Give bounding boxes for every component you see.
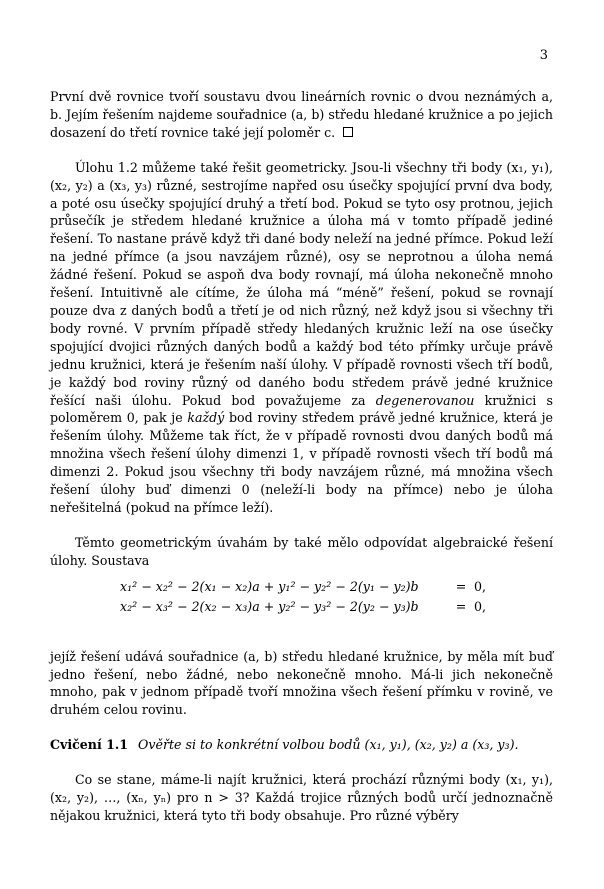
- equation-1-equals: =: [455, 578, 467, 594]
- paragraph-1: [50, 88, 553, 142]
- equation-row-1: [120, 578, 553, 598]
- equation-2-lhs: x₂² − x₃² − 2(x₂ − x₃)a + y₂² − y₃² − 2(y₂ − y₃)b: [120, 598, 419, 614]
- paragraph-gap: [50, 719, 553, 736]
- exercise: [50, 736, 553, 754]
- paragraph-5: Co se stane, máme-li najít kružnici, která prochází různými body (x₁, y₁), (x₂, y₂), …, (xₙ, yₙ) pro n > 3? Každá trojice různých bodů určí jednoznačně nějakou kružnici, která tyto tři body obsahuje. Pro různé výběry: [50, 772, 553, 823]
- qed-square-icon: [343, 127, 353, 137]
- paragraph-gap: [50, 754, 553, 771]
- paragraph-gap: [50, 517, 553, 534]
- equation-system: [120, 578, 553, 618]
- paragraph-1-text: První dvě rovnice tvoří soustavu dvou lineárních rovnic o dvou neznámých a, b. Jejím řešením najdeme souřadnice (a, b) středu hledané kružnice a po jejich dosazení do třetí rovnice také její poloměr c.: [50, 89, 553, 140]
- equation-2-equals: =: [455, 598, 467, 614]
- body-text: [50, 88, 553, 825]
- paragraph-2-text-c: bod roviny středem právě jedné kružnice, která je řešením úlohy. Můžeme tak říct, že v případě rovnosti dvou daných bodů má množina všech řešení úlohy dimenzi 1, v případě rovnosti všech tří bodů má dimenzi 2. Pokud jsou všechny tři body navzájem různé, má množina všech řešení úlohy buď dimenzi 0 (neleží-li body na přímce) nebo je úloha neřešitelná (pokud na přímce leží).: [50, 410, 553, 515]
- equation-row-2: [120, 598, 553, 618]
- paragraph-2-text-b: kružnici s poloměrem 0, pak je: [50, 392, 553, 426]
- paragraph-4: jejíž řešení udává souřadnice (a, b) středu hledané kružnice, by měla mít buď jedno řešení, nebo žádné, nebo nekonečně mnoho. Má-li jich nekonečně mnoho, pak v jednom případě tvoří množina všech řešení přímku v rovině, ve druhém celou rovinu.: [50, 648, 553, 718]
- equation-1-lhs: x₁² − x₂² − 2(x₁ − x₂)a + y₁² − y₂² − 2(y₁ − y₂)b: [120, 578, 419, 594]
- paragraph-3: Těmto geometrickým úvahám by také mělo odpovídat algebraické řešení úlohy. Soustava: [50, 534, 553, 568]
- exercise-label: Cvičení 1.1: [50, 737, 129, 753]
- exercise-text: Ověřte si to konkrétní volbou bodů (x₁, y₁), (x₂, y₂) a (x₃, y₃).: [138, 737, 519, 753]
- equation-2-rhs: 0,: [474, 598, 487, 614]
- emphasis-degenerate: degenerovanou: [375, 392, 475, 408]
- emphasis-every: každý: [187, 410, 225, 426]
- paragraph-gap: [50, 142, 553, 159]
- equation-1-rhs: 0,: [474, 578, 487, 594]
- page-number: 3: [539, 48, 548, 63]
- paragraph-2-text-a: Úlohu 1.2 můžeme také řešit geometricky. Jsou-li všechny tři body (x₁, y₁), (x₂, y₂) a (x₃, y₃) různé, sestrojíme napřed osu úsečky spojující první dva body, a poté osu úsečky spojující druhý a třetí bod. Pokud se tyto osy protnou, jejich průsečík je středem hledané kružnice a úloha má v tomto případě jediné řešení. To nastane právě když tři dané body neleží na jedné přímce. Pokud leží na jedné přímce (a jsou navzájem různé), osy se neprotnou a úloha nemá žádné řešení. Pokud se aspoň dva body rovnají, má úloha nekonečně mnoho řešení. Intuitivně ale cítíme, že úloha má “méně” řešení, pokud se rovnají pouze dva z daných bodů a třetí je od nich různý, než když jsou si všechny tři body rovné. V prvním případě středy hledaných kružnic leží na ose úsečky spojující dvojici různých daných bodů a každý bod této přímky určuje právě jednu kružnici, která je řešením naší úlohy. V případě rovnosti všech tří bodů, je každý bod roviny různý od daného bodu středem právě jedné kružnice řešící naši úlohu. Pokud bod považujeme za: [50, 159, 553, 408]
- paragraph-2: [50, 159, 553, 517]
